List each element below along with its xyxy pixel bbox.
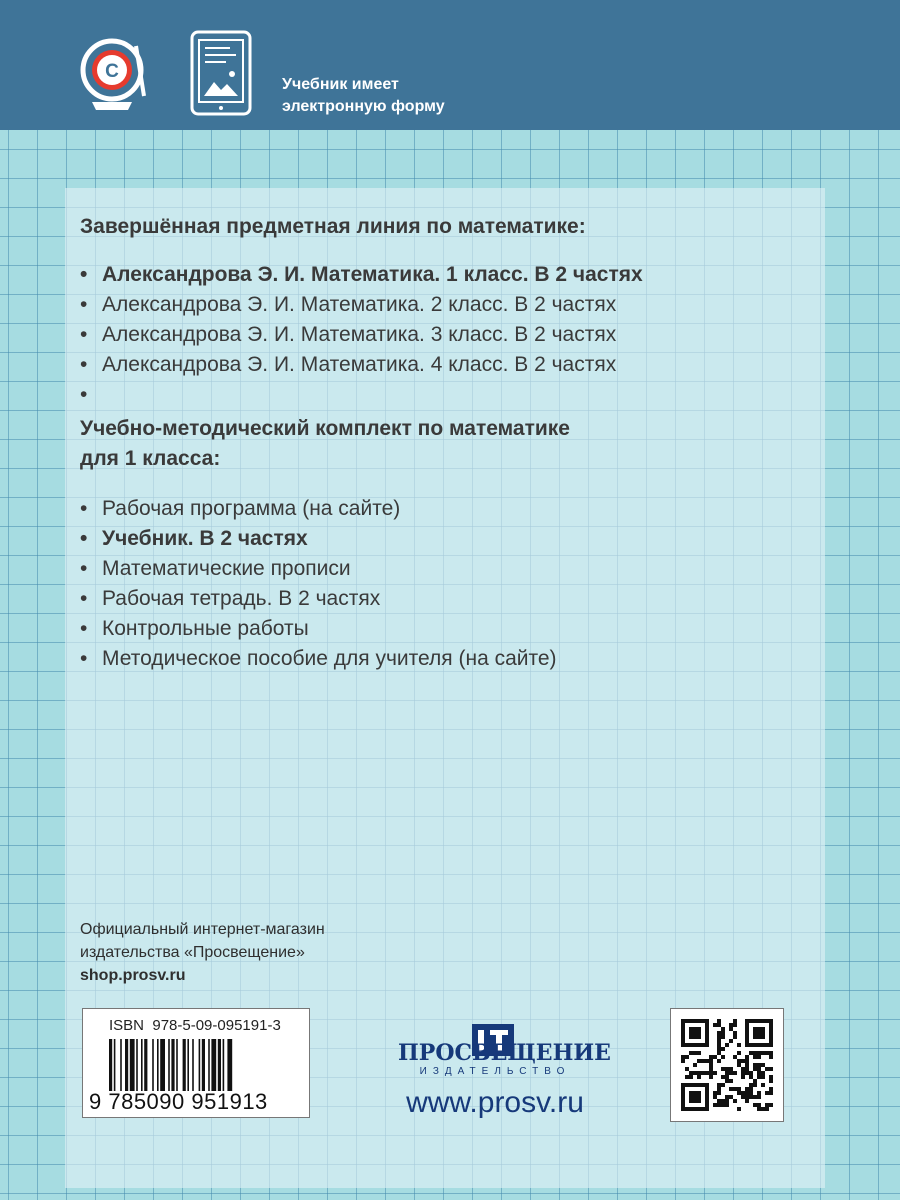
qr-module (733, 1099, 737, 1103)
list-item (80, 260, 820, 290)
barcode-bars (109, 1039, 289, 1091)
qr-module (689, 1091, 701, 1103)
qr-module (753, 1067, 757, 1071)
qr-module (769, 1075, 773, 1079)
qr-module (721, 1075, 725, 1079)
svg-text:С: С (105, 61, 119, 82)
bullet: • (80, 323, 88, 346)
qr-module (713, 1055, 717, 1059)
qr-module (741, 1095, 745, 1099)
qr-module (717, 1103, 721, 1107)
shop-line1: Официальный интернет-магазин (80, 921, 325, 938)
qr-module (689, 1075, 693, 1079)
bullet: • (80, 353, 88, 376)
qr-module (737, 1063, 741, 1067)
qr-module (749, 1071, 753, 1075)
eform-line1: Учебник имеет (282, 76, 399, 93)
qr-module (765, 1091, 769, 1095)
barcode-bar (168, 1039, 170, 1091)
qr-module (713, 1071, 717, 1075)
barcode-bar (141, 1039, 143, 1091)
qr-module (753, 1063, 757, 1067)
qr-module (717, 1083, 721, 1087)
barcode (82, 1008, 310, 1118)
qr-module (729, 1087, 733, 1091)
section1-heading: Завершённая предметная линия по математике: (80, 215, 586, 238)
qr-module (745, 1063, 749, 1067)
isbn-label: ISBN (109, 1017, 145, 1034)
top-bar (0, 0, 900, 130)
list-item-text: Учебник. В 2 частях (102, 527, 308, 550)
list-item (80, 320, 820, 350)
barcode-bar (218, 1039, 221, 1091)
qr-module (713, 1095, 717, 1099)
qr-module (737, 1059, 741, 1063)
qr-module (765, 1067, 769, 1071)
qr-module (769, 1051, 773, 1055)
qr-module (721, 1031, 725, 1035)
qr-module (685, 1067, 689, 1071)
qr-module (749, 1091, 753, 1095)
qr-module (725, 1043, 729, 1047)
qr-module (725, 1079, 729, 1083)
qr-module (717, 1023, 721, 1027)
qr-module (745, 1099, 749, 1103)
qr-module (733, 1055, 737, 1059)
bullet: • (80, 587, 88, 610)
qr-module (765, 1107, 769, 1111)
bullet: • (80, 617, 88, 640)
qr-module (769, 1079, 773, 1083)
barcode-bar (223, 1039, 225, 1091)
qr-module (729, 1079, 733, 1083)
circle-c-icon (78, 36, 150, 116)
qr-module (757, 1095, 761, 1099)
qr-module (701, 1071, 705, 1075)
qr-module (737, 1043, 741, 1047)
qr-code-icon (681, 1019, 773, 1111)
qr-module (737, 1051, 741, 1055)
eform-line2: электронную форму (282, 98, 445, 115)
qr-module (697, 1051, 701, 1055)
qr-module (697, 1075, 701, 1079)
qr-module (741, 1091, 745, 1095)
barcode-bar (227, 1039, 232, 1091)
barcode-bar (160, 1039, 165, 1091)
qr-module (721, 1055, 725, 1059)
barcode-bar (187, 1039, 189, 1091)
qr-module (717, 1091, 721, 1095)
qr-module (757, 1071, 761, 1075)
qr-module (737, 1107, 741, 1111)
list-item-text: Александрова Э. И. Математика. 3 класс. В 2 частях (102, 323, 617, 346)
barcode-bar (202, 1039, 205, 1091)
qr-module (749, 1075, 753, 1079)
bullet: • (80, 293, 88, 316)
qr-module (725, 1067, 729, 1071)
qr-module (769, 1067, 773, 1071)
qr-module (761, 1063, 765, 1067)
qr-module (717, 1047, 721, 1051)
qr-module (717, 1031, 721, 1035)
qr-module (709, 1071, 713, 1075)
barcode-bar (114, 1039, 116, 1091)
barcode-bar (171, 1039, 174, 1091)
qr-module (717, 1059, 721, 1063)
qr-module (753, 1051, 757, 1055)
barcode-bar (157, 1039, 159, 1091)
qr-module (765, 1051, 769, 1055)
qr-module (753, 1055, 757, 1059)
qr-module (721, 1067, 725, 1071)
list-item-text: Рабочая программа (на сайте) (102, 497, 401, 520)
shop-line2: издательства «Просвещение» (80, 944, 305, 961)
qr-module (725, 1075, 729, 1079)
list-item (80, 584, 820, 614)
qr-module (709, 1059, 713, 1063)
list-item-text: Александрова Э. И. Математика. 1 класс. В 2 частях (102, 263, 643, 286)
qr-module (757, 1051, 761, 1055)
qr-module (717, 1087, 721, 1091)
qr-module (717, 1019, 721, 1023)
qr-module (721, 1035, 725, 1039)
qr-module (717, 1035, 721, 1039)
qr-module (745, 1067, 749, 1071)
eform-note (282, 74, 445, 118)
qr-module (717, 1099, 721, 1103)
qr-module (733, 1035, 737, 1039)
qr-module (769, 1055, 773, 1059)
qr-module (733, 1087, 737, 1091)
list-item (80, 644, 820, 674)
publisher-url[interactable]: www.prosv.ru (406, 1086, 584, 1119)
qr-module (769, 1087, 773, 1091)
barcode-bar (211, 1039, 216, 1091)
qr-module (753, 1095, 757, 1099)
qr-module (757, 1091, 761, 1095)
qr-module (717, 1043, 721, 1047)
list-item (80, 494, 820, 524)
isbn-number: 978-5-09-095191-3 (152, 1017, 281, 1034)
list-item-text: Методическое пособие для учителя (на сайте) (102, 647, 557, 670)
qr-module (745, 1087, 749, 1091)
qr-module (749, 1051, 753, 1055)
barcode-bar (176, 1039, 178, 1091)
qr-module (761, 1107, 765, 1111)
list-item-text: Контрольные работы (102, 617, 309, 640)
list-item (80, 614, 820, 644)
qr-module (709, 1055, 713, 1059)
qr-module (685, 1055, 689, 1059)
qr-module (753, 1027, 765, 1039)
qr-module (717, 1039, 721, 1043)
barcode-bar (136, 1039, 138, 1091)
qr-module (721, 1103, 725, 1107)
bullet: • (80, 557, 88, 580)
qr-module (681, 1055, 685, 1059)
shop-url[interactable]: shop.prosv.ru (80, 967, 186, 984)
qr-module (705, 1059, 709, 1063)
qr-module (757, 1075, 761, 1079)
qr-module (729, 1027, 733, 1031)
qr-module (745, 1091, 749, 1095)
qr-module (757, 1107, 761, 1111)
barcode-bar (208, 1039, 210, 1091)
bullet: • (80, 497, 88, 520)
qr-module (741, 1071, 745, 1075)
qr-module (749, 1087, 753, 1091)
qr-module (733, 1031, 737, 1035)
qr-module (745, 1095, 749, 1099)
qr-module (741, 1059, 745, 1063)
qr-module (761, 1071, 765, 1075)
qr-module (725, 1103, 729, 1107)
qr-module (729, 1071, 733, 1075)
qr-module (729, 1023, 733, 1027)
qr-module (741, 1075, 745, 1079)
tablet-icon (190, 30, 252, 116)
bullet: • (80, 383, 88, 406)
qr-module (733, 1071, 737, 1075)
qr-module (753, 1083, 757, 1087)
qr-module (757, 1063, 761, 1067)
qr-module (709, 1075, 713, 1079)
qr-module (693, 1051, 697, 1055)
qr-module (709, 1067, 713, 1071)
qr-module (701, 1059, 705, 1063)
section2-list (80, 494, 820, 674)
qr-module (693, 1071, 697, 1075)
barcode-bar (130, 1039, 135, 1091)
qr-code[interactable] (670, 1008, 784, 1122)
section2-heading (80, 414, 820, 474)
qr-module (713, 1023, 717, 1027)
qr-module (685, 1075, 689, 1079)
qr-module (741, 1067, 745, 1071)
qr-module (729, 1039, 733, 1043)
bullet: • (80, 263, 88, 286)
barcode-digits: 9 785090 951913 (89, 1089, 268, 1114)
qr-module (757, 1055, 761, 1059)
qr-module (697, 1071, 701, 1075)
bullet: • (80, 527, 88, 550)
qr-module (721, 1047, 725, 1051)
qr-module (761, 1051, 765, 1055)
qr-module (713, 1091, 717, 1095)
qr-module (709, 1063, 713, 1067)
list-item (80, 290, 820, 320)
qr-module (689, 1027, 701, 1039)
list-item-text: Рабочая тетрадь. В 2 частях (102, 587, 381, 610)
qr-module (717, 1051, 721, 1055)
qr-module (745, 1071, 749, 1075)
barcode-bar (199, 1039, 201, 1091)
barcode-bar (183, 1039, 186, 1091)
list-item (80, 350, 820, 380)
qr-module (697, 1059, 701, 1063)
qr-module (729, 1067, 733, 1071)
publisher-subtitle: ИЗДАТЕЛЬСТВО (419, 1066, 571, 1077)
qr-module (721, 1099, 725, 1103)
section2-heading-line2: для 1 класса: (80, 447, 221, 470)
barcode-bar (144, 1039, 147, 1091)
bullet: • (80, 647, 88, 670)
qr-module (693, 1063, 697, 1067)
qr-module (721, 1027, 725, 1031)
qr-module (761, 1075, 765, 1079)
content (80, 212, 820, 674)
qr-module (745, 1059, 749, 1063)
qr-module (749, 1095, 753, 1099)
qr-module (753, 1103, 757, 1107)
qr-module (725, 1071, 729, 1075)
qr-module (769, 1103, 773, 1107)
qr-module (733, 1019, 737, 1023)
qr-module (725, 1099, 729, 1103)
list-item (80, 524, 820, 554)
qr-module (757, 1067, 761, 1071)
qr-module (765, 1103, 769, 1107)
list-item-text: Александрова Э. И. Математика. 4 класс. В 2 частях (102, 353, 617, 376)
qr-module (705, 1071, 709, 1075)
section2-heading-line1: Учебно-методический комплект по математике (80, 417, 570, 440)
qr-module (761, 1083, 765, 1087)
barcode-bar (120, 1039, 122, 1091)
isbn-text (109, 1017, 281, 1034)
qr-module (725, 1095, 729, 1099)
barcode-bar (125, 1039, 128, 1091)
publisher-name: ПРОСВЕЩЕНИЕ (398, 1040, 611, 1066)
qr-module (753, 1079, 757, 1083)
qr-module (737, 1091, 741, 1095)
qr-module (689, 1051, 693, 1055)
barcode-bar (152, 1039, 154, 1091)
barcode-bar (109, 1039, 112, 1091)
list-item-text: Математические прописи (102, 557, 351, 580)
qr-module (681, 1059, 685, 1063)
qr-module (689, 1071, 693, 1075)
list-item (80, 554, 820, 584)
barcode-bar (192, 1039, 194, 1091)
qr-module (737, 1087, 741, 1091)
shop-info (80, 918, 325, 987)
list-item-text: Александрова Э. И. Математика. 2 класс. В 2 частях (102, 293, 617, 316)
list-item (80, 380, 820, 410)
qr-module (721, 1083, 725, 1087)
qr-module (757, 1103, 761, 1107)
qr-module (733, 1023, 737, 1027)
qr-module (729, 1095, 733, 1099)
qr-module (769, 1091, 773, 1095)
qr-module (749, 1083, 753, 1087)
section1-list (80, 260, 820, 410)
qr-module (745, 1055, 749, 1059)
qr-module (713, 1103, 717, 1107)
